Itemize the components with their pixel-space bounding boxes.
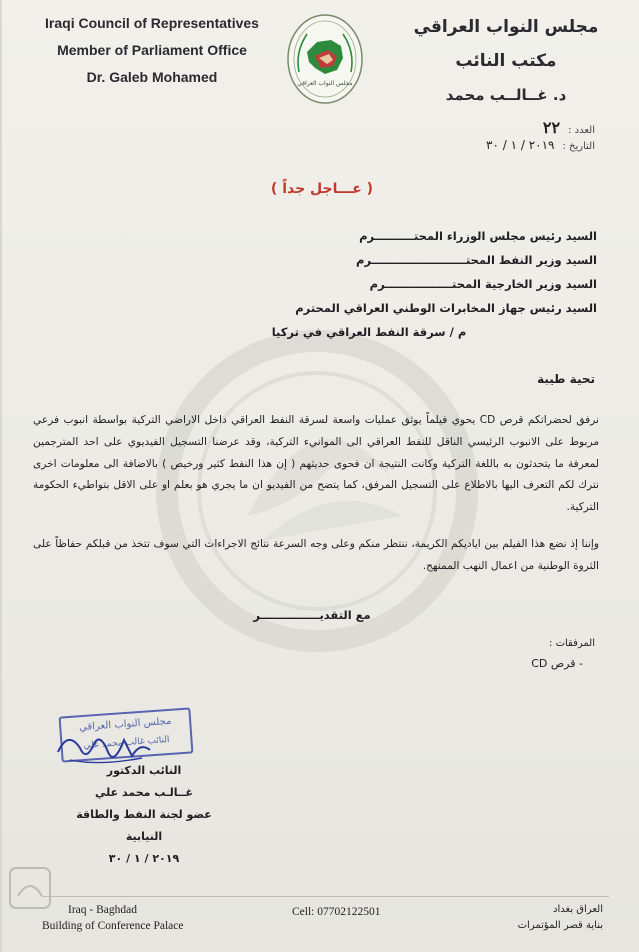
greeting: تحية طيبة [537, 372, 595, 386]
addressee-item: السيد رئيس مجلس الوزراء المحتــــــــــرم [359, 229, 597, 243]
footer-en-line-2: Building of Conference Palace [42, 920, 184, 932]
signatory-title: النائب الدكتور [106, 764, 182, 777]
reference-block [395, 118, 595, 158]
footer-address-english [42, 902, 242, 934]
footer-ar-line-1: العراق بغداد [553, 904, 603, 915]
addressee-list [177, 224, 597, 320]
header-ar-line-2: مكتب النائب [455, 51, 557, 71]
signatory-date: ٢٠١٩ / ١ / ٣٠ [108, 852, 180, 865]
header-ar-line-1: مجلس النواب العراقي [413, 17, 599, 37]
header-en-line-3: Dr. Galeb Mohamed [86, 69, 218, 85]
footer-address-arabic [483, 902, 603, 934]
footer-ar-line-2: بناية قصر المؤتمرات [517, 920, 603, 931]
header-ar-line-3: د. غــالــب محمد [445, 86, 567, 104]
header-english [42, 10, 262, 91]
signatory-block [60, 760, 228, 870]
number-label: العدد : [568, 125, 595, 136]
subject-line: م / سرقة النفط العراقي في تركيا [271, 325, 467, 339]
regards-line: مع التقديـــــــــــــــر [253, 608, 371, 622]
attachment-item [531, 657, 583, 670]
attachment-cd: قرص CD [531, 657, 576, 670]
stamp-line-2: النائب غالب محمد علي [83, 734, 170, 751]
header-arabic [401, 10, 611, 112]
header-en-line-1: Iraqi Council of Representatives [45, 15, 259, 31]
header-en-line-2: Member of Parliament Office [57, 42, 247, 58]
logo-caption: مجلس النواب العراقي [297, 80, 353, 87]
date-value: ٢٠١٩ / ١ / ٣٠ [486, 138, 555, 152]
number-value: ٢٢ [542, 118, 561, 137]
date-label: التاريخ : [562, 141, 595, 152]
urgent-marker: ( عـــاجل جداً ) [270, 181, 374, 197]
addressee-item: السيد وزير الخارجية المحتـــــــــــــــــرم [369, 277, 597, 291]
parliament-logo [285, 12, 365, 107]
signatory-name: غــالـب محمد علي [95, 786, 193, 799]
stamp-line-1: مجلس النواب العراقي [78, 715, 172, 734]
footer-divider [42, 896, 609, 897]
addressee-item: السيد رئيس جهاز المخابرات الوطني العراقي المحترم [295, 301, 597, 315]
signatory-role: عضو لجنة النفط والطاقة النيابية [76, 808, 212, 843]
closing-paragraph: وإننا إذ نضع هذا الفيلم بين اياديكم الكريمة، ننتظر منكم وعلى وجه السرعة نتائج الاجراءات التي سوف تتخذ من قبلكم حفاظاً على الثروة الوطنية من اعمال النهب الممنهج. [33, 538, 599, 572]
footer-en-line-1: Iraq - Baghdad [68, 904, 137, 916]
attachments-label: المرفقات : [549, 638, 595, 649]
attachment-dash: - [579, 657, 583, 670]
footer-phone: Cell: 07702122501 [292, 906, 381, 918]
body-paragraph: نرفق لحضراتكم قرص CD يحوي فيلماً يوثق عمليات واسعة لسرقة النفط العراقي داخل الاراضي التركية بواسطة انبوب فرعي مربوط على الانبوب الرئيسي الناقل للنفط العراقي الى الموانيء التركية، وقد عرضنا التسجيل الفيديوي على احد المترجمين لمعرفة ما يتحدثون به باللغة التركية وكانت النتيجة ان فحوى حديثهم ( إن هذا النفط كثير ورخيص ) بالاضافة الى معلومات اخرى نترك لكم التعرف اليها بالاطلاع على التسجيل المرفق، كما يتضح من الفيديو ان ما يجري هو بعلم او على الاقل بتواطيء الحكومة التركية. [33, 414, 599, 514]
addressee-item: السيد وزير النفط المحتــــــــــــــــــــــــرم [356, 253, 597, 267]
